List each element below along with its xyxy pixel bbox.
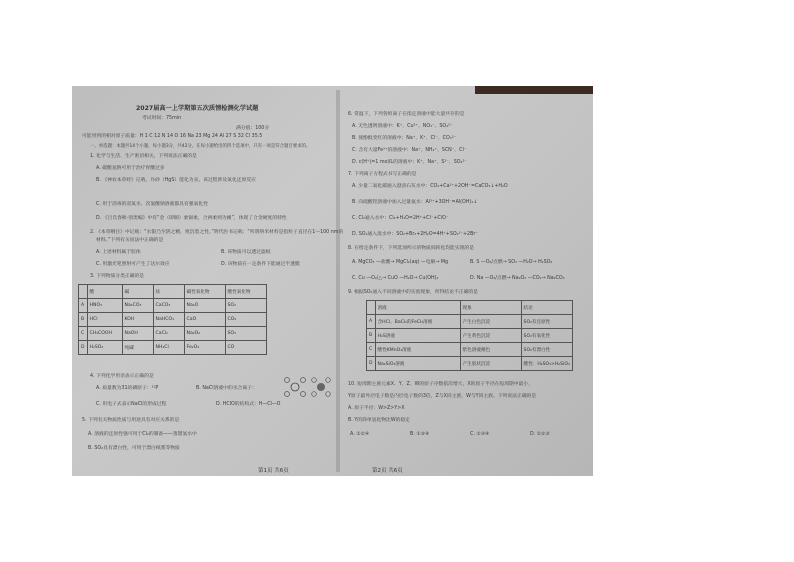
table-cell: H₂SO₄ bbox=[87, 341, 122, 355]
exam-time: 考试时间：75min bbox=[142, 116, 182, 121]
question-10-option-a: A. ①②④ bbox=[350, 432, 370, 437]
question-10-option-c: C. ②③④ bbox=[470, 432, 490, 437]
table-cell: CO₂ bbox=[225, 313, 266, 327]
table-row bbox=[367, 343, 573, 357]
table-row bbox=[79, 327, 267, 341]
question-8-option-b: B. S —O₂/点燃→ SO₃ —H₂O→ H₂SO₄ bbox=[470, 260, 553, 265]
table-cell: 产生胶状沉淀 bbox=[460, 357, 521, 371]
table-cell: SO₂有漂白性 bbox=[521, 343, 572, 357]
question-4-option-a: A. 质量数为31的磷原子：³¹P bbox=[96, 386, 159, 391]
table-row bbox=[79, 313, 267, 327]
table-cell: C bbox=[367, 343, 376, 357]
table-cell: 产生白色沉淀 bbox=[460, 315, 521, 329]
question-5-option-b: B. SO₂具有漂白性，可用于漂白纸浆等物质 bbox=[88, 446, 180, 451]
question-7-option-b: B. 向硫酸铝溶液中加入过量氨水：Al³⁺+3OH⁻=Al(OH)₃↓ bbox=[352, 200, 478, 205]
question-2: 2. 《本草纲目》中记载：“水银乃至阴之精，禀沉着之性。”明代医书记载：“所谓纳米材料是指粒子直径在1～100 nm的 bbox=[90, 230, 344, 235]
table-header-cell: 酸性氧化物 bbox=[225, 285, 266, 299]
table-cell: A bbox=[79, 299, 88, 313]
table-cell: NaHCO₃ bbox=[153, 313, 184, 327]
question-7: 7. 下列离子方程式书写正确的是 bbox=[348, 172, 417, 177]
table-header-cell: 现象 bbox=[460, 301, 521, 315]
table-row bbox=[79, 341, 267, 355]
question-2-option-a: A. 上述材料属于胶体 bbox=[96, 250, 141, 255]
question-7-option-d: D. SO₂通入溴水中：SO₂+Br₂+2H₂O=4H⁺+SO₄²⁻+2Br⁻ bbox=[352, 232, 478, 237]
document-photo bbox=[72, 86, 593, 476]
table-cell: A bbox=[367, 315, 376, 329]
table-row bbox=[79, 299, 267, 313]
question-6: 6. 常温下，下列各组离子在指定溶液中能大量共存的是 bbox=[348, 112, 465, 117]
question-6-option-b: B. 使酚酞变红的溶液中：Na⁺、K⁺、Cl⁻、CO₃²⁻ bbox=[352, 136, 457, 141]
table-header-cell bbox=[367, 301, 376, 315]
table-row bbox=[367, 315, 573, 329]
table-cell: 含HCl、BaCl₂的FeCl₃溶液 bbox=[375, 315, 460, 329]
so2-experiment-table bbox=[366, 300, 573, 371]
question-7-option-a: A. 少量二氧化碳通入澄清石灰水中：CO₂+Ca²⁺+2OH⁻=CaCO₃↓+H₂O bbox=[352, 184, 508, 189]
question-5: 5. 下列有关物质性质与用途具有对应关系的是 bbox=[82, 418, 180, 423]
table-header-cell: 碱性氧化物 bbox=[184, 285, 225, 299]
question-4: 4. 下列化学用语表示正确的是 bbox=[90, 374, 154, 379]
question-3: 3. 下列物质分类正确的是 bbox=[90, 274, 145, 279]
right-page bbox=[344, 92, 588, 470]
atomic-masses: 可能用到的相对原子质量：H 1 C 12 N 14 O 16 Na 23 Mg 24 Al 27 S 32 Cl 35.5 bbox=[82, 134, 263, 139]
table-cell: D bbox=[79, 341, 88, 355]
question-8-option-d: D. Na —O₂/点燃→ Na₂O₂ —CO₂→ Na₂CO₃ bbox=[470, 276, 565, 281]
question-5-option-a: A. 溶液的还原性强可用于Cl₂的制备——蒸馏氯水中 bbox=[88, 432, 197, 437]
table-cell: 纯碱 bbox=[122, 341, 153, 355]
question-4-option-b: B. NaCl溶液中的水合离子： bbox=[196, 386, 257, 391]
table-header-row bbox=[79, 285, 267, 299]
table-row bbox=[367, 357, 573, 371]
section-intro: 一、单选题：本题共14个小题，每小题3分，共42分。在每小题给出的四个选项中，只有一项是符合题目要求的。 bbox=[90, 144, 311, 149]
table-cell: 紫色溶液褪色 bbox=[460, 343, 521, 357]
question-1: 1. 化学与生活、生产密切相关，下列说法正确的是 bbox=[90, 154, 197, 159]
table-cell: HCl bbox=[87, 313, 122, 327]
table-cell: B bbox=[367, 329, 376, 343]
table-cell: 酸性：H₂SO₃>H₂SiO₃ bbox=[521, 357, 572, 371]
table-cell: CH₃COOH bbox=[87, 327, 122, 341]
question-10-cont: Y原子最外层电子数是内层电子数的3倍，Z与X同主族，W与Y同主族。下列说法正确的是 bbox=[348, 394, 537, 399]
table-cell: CaO bbox=[184, 313, 225, 327]
table-cell: SO₂有还原性 bbox=[521, 315, 572, 329]
table-cell: Na₂O bbox=[184, 299, 225, 313]
table-cell: H₂S溶液 bbox=[375, 329, 460, 343]
page-footer-left: 第1页 共6页 bbox=[258, 468, 289, 474]
table-cell: Fe₂O₃ bbox=[184, 341, 225, 355]
table-cell: D bbox=[367, 357, 376, 371]
question-6-option-a: A. 无色透明溶液中：K⁺、Cu²⁺、NO₃⁻、SO₄²⁻ bbox=[352, 124, 453, 129]
table-header-cell: 溶液 bbox=[375, 301, 460, 315]
question-10-line-d: B. Y的简单氢化物比W的稳定 bbox=[348, 418, 410, 423]
question-10-line-c: A. 原子半径：W>Z>Y>X bbox=[348, 406, 405, 411]
table-cell: Na₂CO₃ bbox=[122, 299, 153, 313]
table-cell: NaOH bbox=[122, 327, 153, 341]
question-4-option-d: D. HClO的结构式：H—Cl—O bbox=[216, 402, 281, 407]
table-cell: CO bbox=[225, 341, 266, 355]
question-4-option-c: C. 用电子式表示NaCl的形成过程 bbox=[96, 402, 167, 407]
table-header-cell: 碱 bbox=[122, 285, 153, 299]
table-header-row bbox=[367, 301, 573, 315]
question-1-option-c: C. 用于消毒的双氧水、次氯酸钠溶液都具有强氧化性 bbox=[96, 202, 208, 207]
table-cell: B bbox=[79, 313, 88, 327]
question-9: 9. 根据SO₂通入不同溶液中的实验现象，所得结论不正确的是 bbox=[348, 290, 478, 295]
question-8-option-a: A. MgCO₃ —盐酸→ MgCl₂(aq) —电解→ Mg bbox=[352, 260, 449, 265]
table-cell: SO₃ bbox=[225, 327, 266, 341]
table-header-cell: 酸 bbox=[87, 285, 122, 299]
table-header-cell: 结论 bbox=[521, 301, 572, 315]
question-1-option-a: A. 碳酸氢钠可用于治疗胃酸过多 bbox=[96, 166, 165, 171]
question-1-option-b: B. 《神农本草经》记载，丹砂（HgS）能化为汞，该过程涉及氧化还原反应 bbox=[96, 178, 256, 183]
table-cell: NH₄Cl bbox=[153, 341, 184, 355]
question-8-option-c: C. Cu —O₂/△→ CuO —H₂O→ Cu(OH)₂ bbox=[352, 276, 439, 281]
question-10-option-b: B. ①③④ bbox=[410, 432, 430, 437]
exam-score: 满分值：100分 bbox=[236, 126, 270, 131]
hydrated-ions-diagram bbox=[281, 372, 333, 402]
question-7-option-c: C. Cl₂通入水中：Cl₂+H₂O=2H⁺+Cl⁻+ClO⁻ bbox=[352, 216, 449, 221]
question-8: 8. 在给定条件下，下列选项所示的物质间转化均能实现的是 bbox=[348, 246, 475, 251]
table-header-cell bbox=[79, 285, 88, 299]
question-2-option-d: D. 该物质在一定条件下能通过半透膜 bbox=[221, 262, 300, 267]
page-fold bbox=[336, 90, 340, 472]
exam-title: 2027届高一上学期第五次质情检测化学试题 bbox=[136, 105, 259, 112]
page-footer-right: 第2页 共6页 bbox=[372, 468, 403, 474]
table-cell: Na₂SiO₃溶液 bbox=[375, 357, 460, 371]
left-page bbox=[76, 92, 344, 470]
table-cell: 产生黄色沉淀 bbox=[460, 329, 521, 343]
question-10: 10. 短周期主族元素X、Y、Z、W的原子序数依次增大，X的原子半径在短周期中最小， bbox=[348, 382, 533, 387]
question-2-option-c: C. 用激光笔照射可产生丁达尔效应 bbox=[96, 262, 170, 267]
question-1-option-d: D. 《吕氏春秋·别类编》中有“金（即铜）柔锡柔，合两柔则为刚”，体现了合金硬度的特性 bbox=[96, 216, 287, 221]
table-cell: CaCO₃ bbox=[153, 299, 184, 313]
question-10-option-d: D. ①②③ bbox=[530, 432, 550, 437]
classification-table bbox=[78, 284, 267, 355]
question-2-option-b: B. 该物质可以透过滤纸 bbox=[221, 250, 271, 255]
table-cell: SO₂有氧化性 bbox=[521, 329, 572, 343]
table-cell: CaCl₂ bbox=[153, 327, 184, 341]
question-6-option-c: C. 含有大量Fe³⁺的溶液中：Na⁺、NH₄⁺、SCN⁻、Cl⁻ bbox=[352, 148, 467, 153]
table-header-cell: 盐 bbox=[153, 285, 184, 299]
table-cell: HNO₃ bbox=[87, 299, 122, 313]
table-cell: C bbox=[79, 327, 88, 341]
question-6-option-d: D. c(H⁺)=1 mol/L的溶液中：K⁺、Na⁺、S²⁻、SO₄²⁻ bbox=[352, 160, 467, 165]
table-cell: 酸性KMnO₄溶液 bbox=[375, 343, 460, 357]
table-cell: KOH bbox=[122, 313, 153, 327]
table-cell: Na₂O₂ bbox=[184, 327, 225, 341]
table-row bbox=[367, 329, 573, 343]
table-cell: SO₂ bbox=[225, 299, 266, 313]
question-2-cont: 材料。”下列有关说法中正确的是 bbox=[96, 238, 164, 243]
